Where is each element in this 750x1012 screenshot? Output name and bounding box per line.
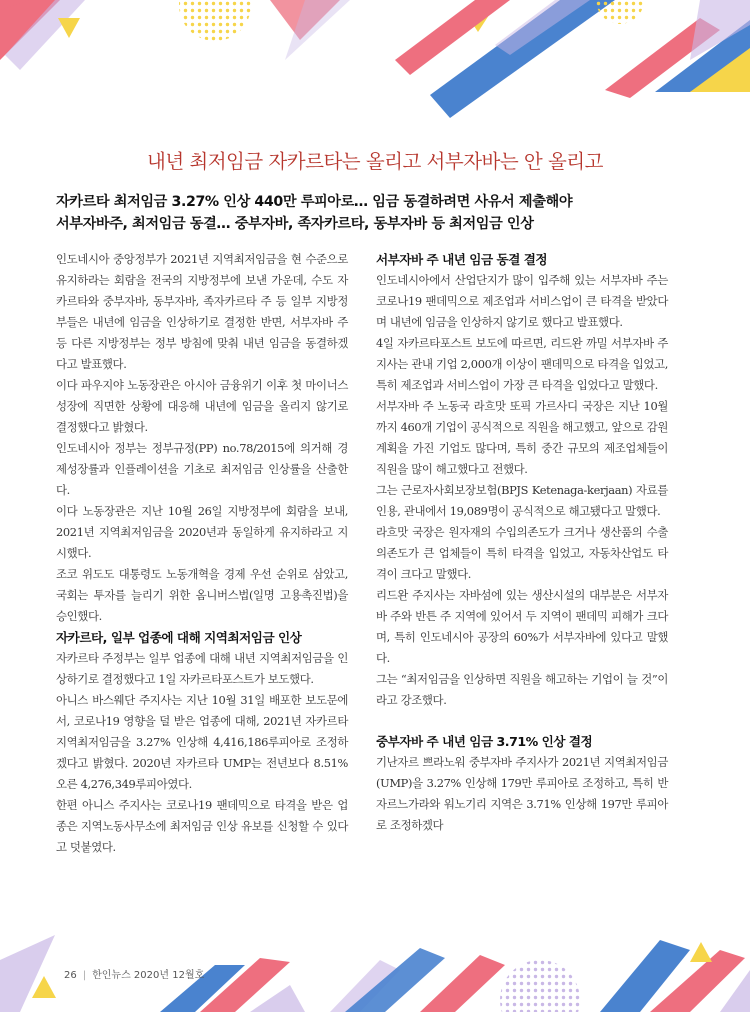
body-paragraph: 그는 근로자사회보장보험(BPJS Ketenaga-kerjaan) 자료를 인용, 관내에서 19,089명이 공식적으로 해고됐다고 말했다. <box>376 483 668 518</box>
body-paragraph: 인도네시아 중앙정부가 2021년 지역최저임금을 현 수준으로 유지하라는 회람을 전국의 지방정부에 보낸 가운데, 수도 자카르타와 중부자바, 동부자바, 족자카르타 주 등 일부 지방정부들은 내년에 임금을 인상하기로 결정한 반면, 서부자바 주 등 다른 지방정부는 정부 방침에 맞춰 내년 임금을 동결하겠다고 발표했다. <box>56 252 348 371</box>
body-paragraph: 조코 위도도 대통령도 노동개혁을 경제 우선 순위로 삼았고, 국회는 투자를 늘리기 위한 옴니버스법(일명 고용촉진법)을 승인했다. <box>56 567 348 623</box>
footer-separator: | <box>82 970 87 981</box>
article-subtitle-line-1: 자카르타 최저임금 3.27% 인상 440만 루피아로… 임금 동결하려면 사유서 제출해야 <box>56 194 573 210</box>
section-heading-central-java: 중부자바 주 내년 임금 3.71% 인상 결정 <box>376 734 593 749</box>
body-paragraph: 4일 자카르타포스트 보도에 따르면, 리드완 까밀 서부자바 주지사는 관내 기업 2,000개 이상이 팬데믹으로 타격을 입었고, 특히 제조업과 서비스업이 가장 큰 타격을 입었다고 말했다. <box>376 336 668 392</box>
publication-name: 한인뉴스 2020년 12월호 <box>92 970 205 981</box>
article-title: 내년 최저임금 자카르타는 올리고 서부자바는 안 올리고 <box>147 150 603 173</box>
body-paragraph: 이다 파우지야 노동장관은 아시아 금융위기 이후 첫 마이너스 성장에 직면한 상황에 대응해 내년에 임금을 올리지 않기로 결정했다고 밝혔다. <box>56 378 348 434</box>
body-paragraph: 서부자바 주 노동국 라흐맛 또픽 가르사디 국장은 지난 10월까지 460개 기업이 공식적으로 직원을 해고했고, 앞으로 감원 계획을 가진 기업도 많다며, 특히 중간 규모의 제조업체들이 직원을 많이 해고했다고 전했다. <box>376 399 668 476</box>
body-paragraph: 이다 노동장관은 지난 10월 26일 지방정부에 회람을 보내, 2021년 지역최저임금을 2020년과 동일하게 유지하라고 지시했다. <box>56 504 348 560</box>
body-paragraph: 자카르타 주정부는 일부 업종에 대해 내년 지역최저임금을 인상하기로 결정했다고 1일 자카르타포스트가 보도했다. <box>56 651 348 686</box>
body-paragraph: 아니스 바스웨단 주지사는 지난 10월 31일 배포한 보도문에서, 코로나19 영향을 덜 받은 업종에 대해, 2021년 자카르타 지역최저임금을 3.27% 인상해 4,416,186루피아로 조정하겠다고 밝혔다. 2020년 자카르타 UMP는 전년보다 8.51% 오른 4,276,349루피아였다. <box>56 693 348 791</box>
body-paragraph: 리드완 주지사는 자바섬에 있는 생산시설의 대부분은 서부자바 주와 반튼 주 지역에 있어서 두 지역이 팬데믹 피해가 크다며, 특히 인도네시아 공장의 60%가 서부자바에 있다고 말했다. <box>376 588 668 665</box>
body-paragraph: 라흐맛 국장은 원자재의 수입의존도가 크거나 생산품의 수출의존도가 큰 업체들이 특히 타격을 입었고, 자동차산업도 타격이 크다고 말했다. <box>376 525 668 581</box>
left-column <box>56 249 348 858</box>
right-column <box>376 249 668 836</box>
body-paragraph: 기난자르 쁘라노워 중부자바 주지사가 2021년 지역최저임금(UMP)을 3.27% 인상해 179만 루피아로 조정하고, 특히 반자르느가라와 워노기리 지역은 3.71% 인상해 197만 루피아로 조정하겠다 <box>376 755 668 832</box>
page-number: 26 <box>64 970 77 981</box>
section-heading-west-java: 서부자바 주 내년 임금 동결 결정 <box>376 252 548 267</box>
body-paragraph: 인도네시아에서 산업단지가 많이 입주해 있는 서부자바 주는 코로나19 팬데믹으로 제조업과 서비스업이 큰 타격을 받았다며 내년에 임금을 인상하지 않기로 했다고 발표했다. <box>376 273 668 329</box>
article-subtitle-line-2: 서부자바주, 최저임금 동결… 중부자바, 족자카르타, 동부자바 등 최저임금 인상 <box>56 216 534 232</box>
body-paragraph: 한편 아니스 주지사는 코로나19 팬데믹으로 타격을 받은 업종은 지역노동사무소에 최저임금 인상 유보를 신청할 수 있다고 덧붙였다. <box>56 798 348 854</box>
page-footer <box>64 966 204 981</box>
body-paragraph: 그는 “최저임금을 인상하면 직원을 해고하는 기업이 늘 것”이라고 강조했다. <box>376 672 668 707</box>
section-heading-jakarta: 자카르타, 일부 업종에 대해 지역최저임금 인상 <box>56 630 302 645</box>
body-paragraph: 인도네시아 정부는 정부규정(PP) no.78/2015에 의거해 경제성장률과 인플레이션을 기초로 최저임금 인상률을 산출한다. <box>56 441 348 497</box>
